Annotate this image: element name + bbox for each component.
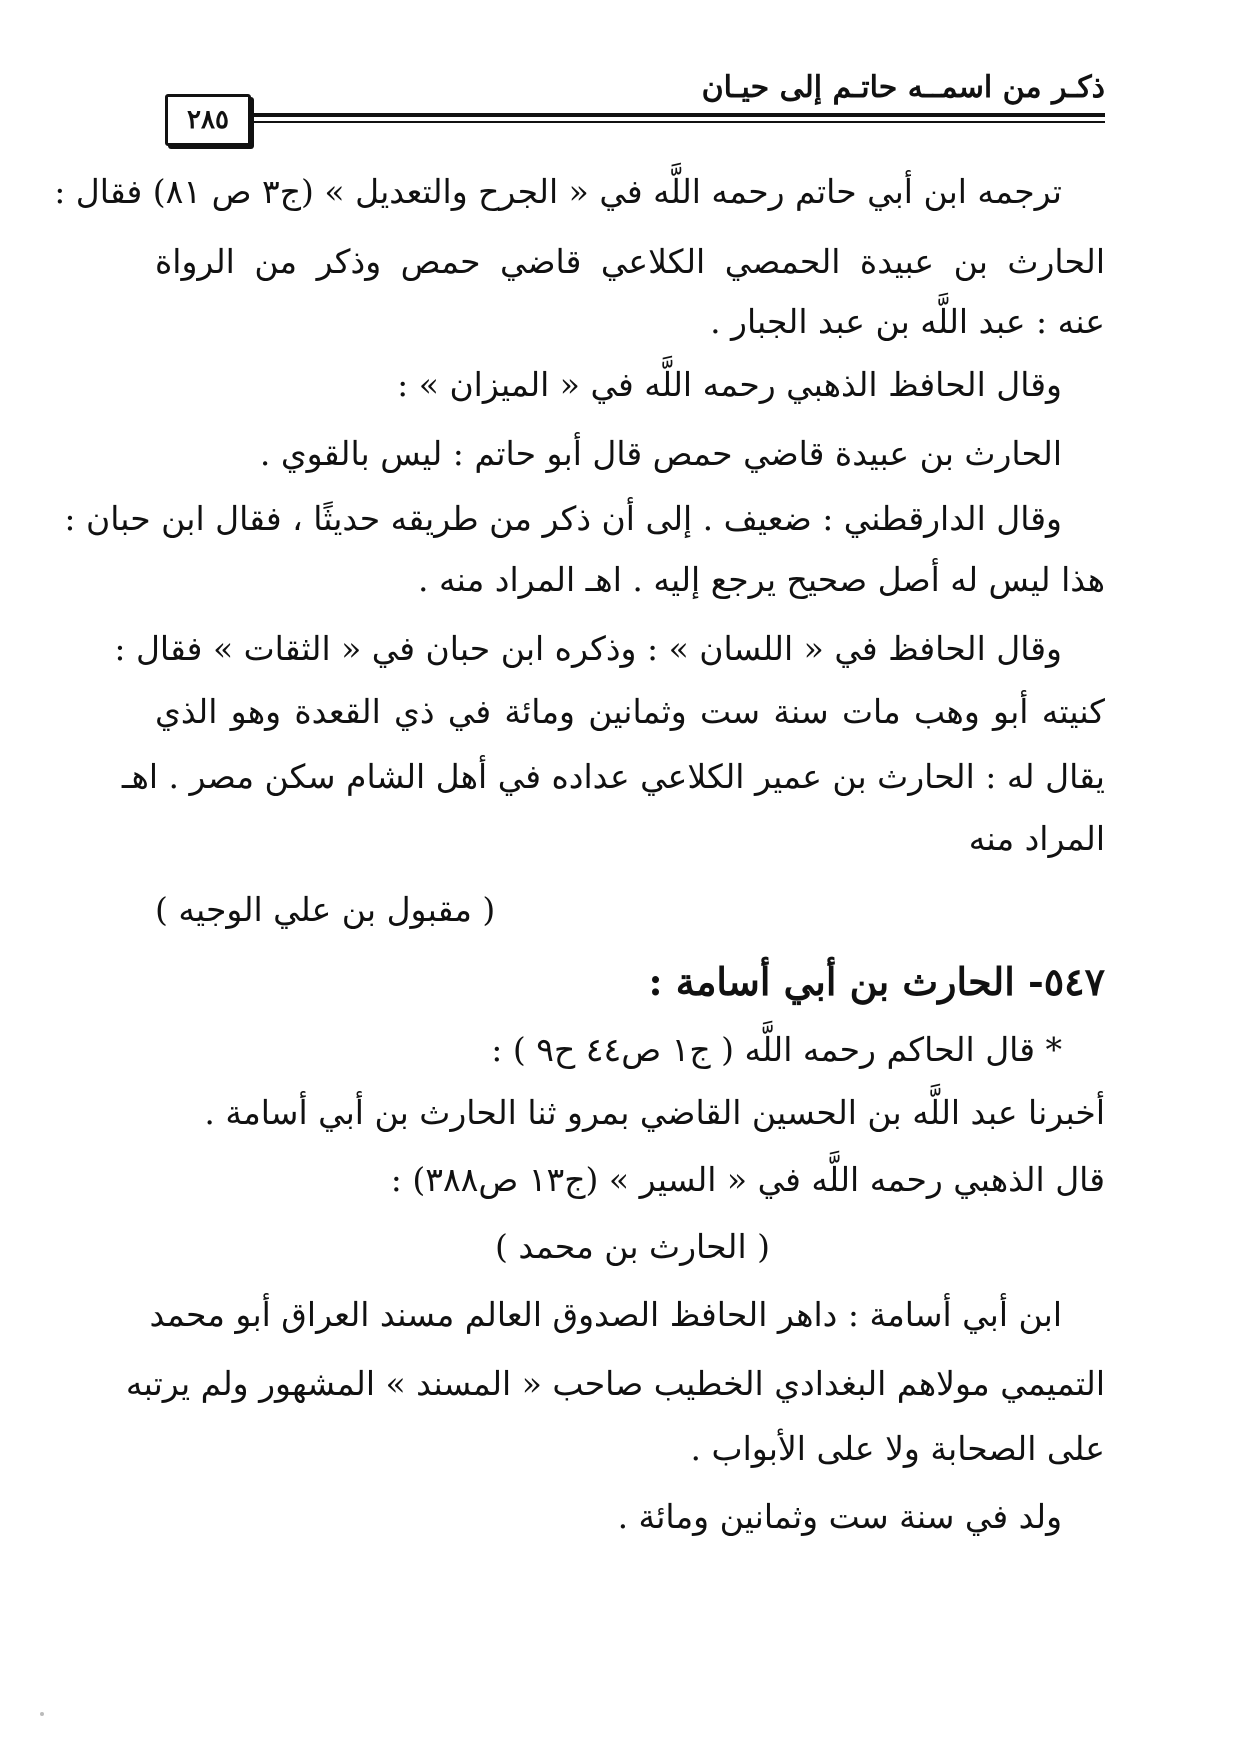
paragraph-line: يقال له : الحارث بن عمير الكلاعي عداده في أهل الشام سكن مصر . اهـ <box>121 757 1105 796</box>
author-signature: ( مقبول بن علي الوجيه ) <box>155 890 496 929</box>
paragraph-line: ابن أبي أسامة : داهر الحافظ الصدوق العالم مسند العراق أبو محمد <box>149 1295 1062 1334</box>
paragraph-line: هذا ليس له أصل صحيح يرجع إليه . اهـ المراد منه . <box>417 560 1105 599</box>
paragraph-line: وقال الدارقطني : ضعيف . إلى أن ذكر من طريقه حديثًا ، فقال ابن حبان : <box>64 499 1062 538</box>
paragraph-line: ولد في سنة ست وثمانين ومائة . <box>617 1497 1062 1536</box>
paragraph-line: على الصحابة ولا على الأبواب . <box>690 1429 1105 1468</box>
header-rule <box>240 113 1105 127</box>
paragraph-line: قال الذهبي رحمه اللَّه في « السير » (ج١٣ ص٣٨٨) : <box>390 1160 1105 1199</box>
scan-speck <box>40 1712 44 1716</box>
entry-heading: ٥٤٧- الحارث بن أبي أسامة : <box>648 959 1105 1004</box>
running-title: ذكـر من اسمــه حاتـم إلى حيـان <box>701 70 1105 105</box>
paragraph-line: وقال الحافظ الذهبي رحمه اللَّه في « الميزان » : <box>397 365 1062 404</box>
paragraph-line: * قال الحاكم رحمه اللَّه ( ج١ ص٤٤ ح٩ ) : <box>491 1030 1062 1069</box>
paragraph-line: ترجمه ابن أبي حاتم رحمه اللَّه في « الجرح والتعديل » (ج٣ ص ٨١) فقال : <box>54 172 1062 211</box>
page-number: ٢٨٥ <box>165 94 251 146</box>
paragraph-line: الحارث بن عبيدة الحمصي الكلاعي قاضي حمص وذكر من الرواة <box>155 242 1105 281</box>
paragraph-line: أخبرنا عبد اللَّه بن الحسين القاضي بمرو ثنا الحارث بن أبي أسامة . <box>204 1093 1105 1132</box>
header-rule-thick <box>240 113 1105 117</box>
paragraph-line: كنيته أبو وهب مات سنة ست وثمانين ومائة في ذي القعدة وهو الذي <box>155 692 1105 731</box>
paragraph-line: المراد منه <box>968 819 1105 858</box>
paragraph-line: عنه : عبد اللَّه بن عبد الجبار . <box>710 302 1105 341</box>
header-rule-thin <box>240 121 1105 123</box>
paragraph-line: التميمي مولاهم البغدادي الخطيب صاحب « المسند » المشهور ولم يرتبه <box>125 1364 1105 1403</box>
paragraph-line: وقال الحافظ في « اللسان » : وذكره ابن حبان في « الثقات » فقال : <box>114 629 1062 668</box>
paragraph-line: الحارث بن عبيدة قاضي حمص قال أبو حاتم : ليس بالقوي . <box>259 434 1062 473</box>
subject-subtitle: ( الحارث بن محمد ) <box>495 1227 770 1266</box>
